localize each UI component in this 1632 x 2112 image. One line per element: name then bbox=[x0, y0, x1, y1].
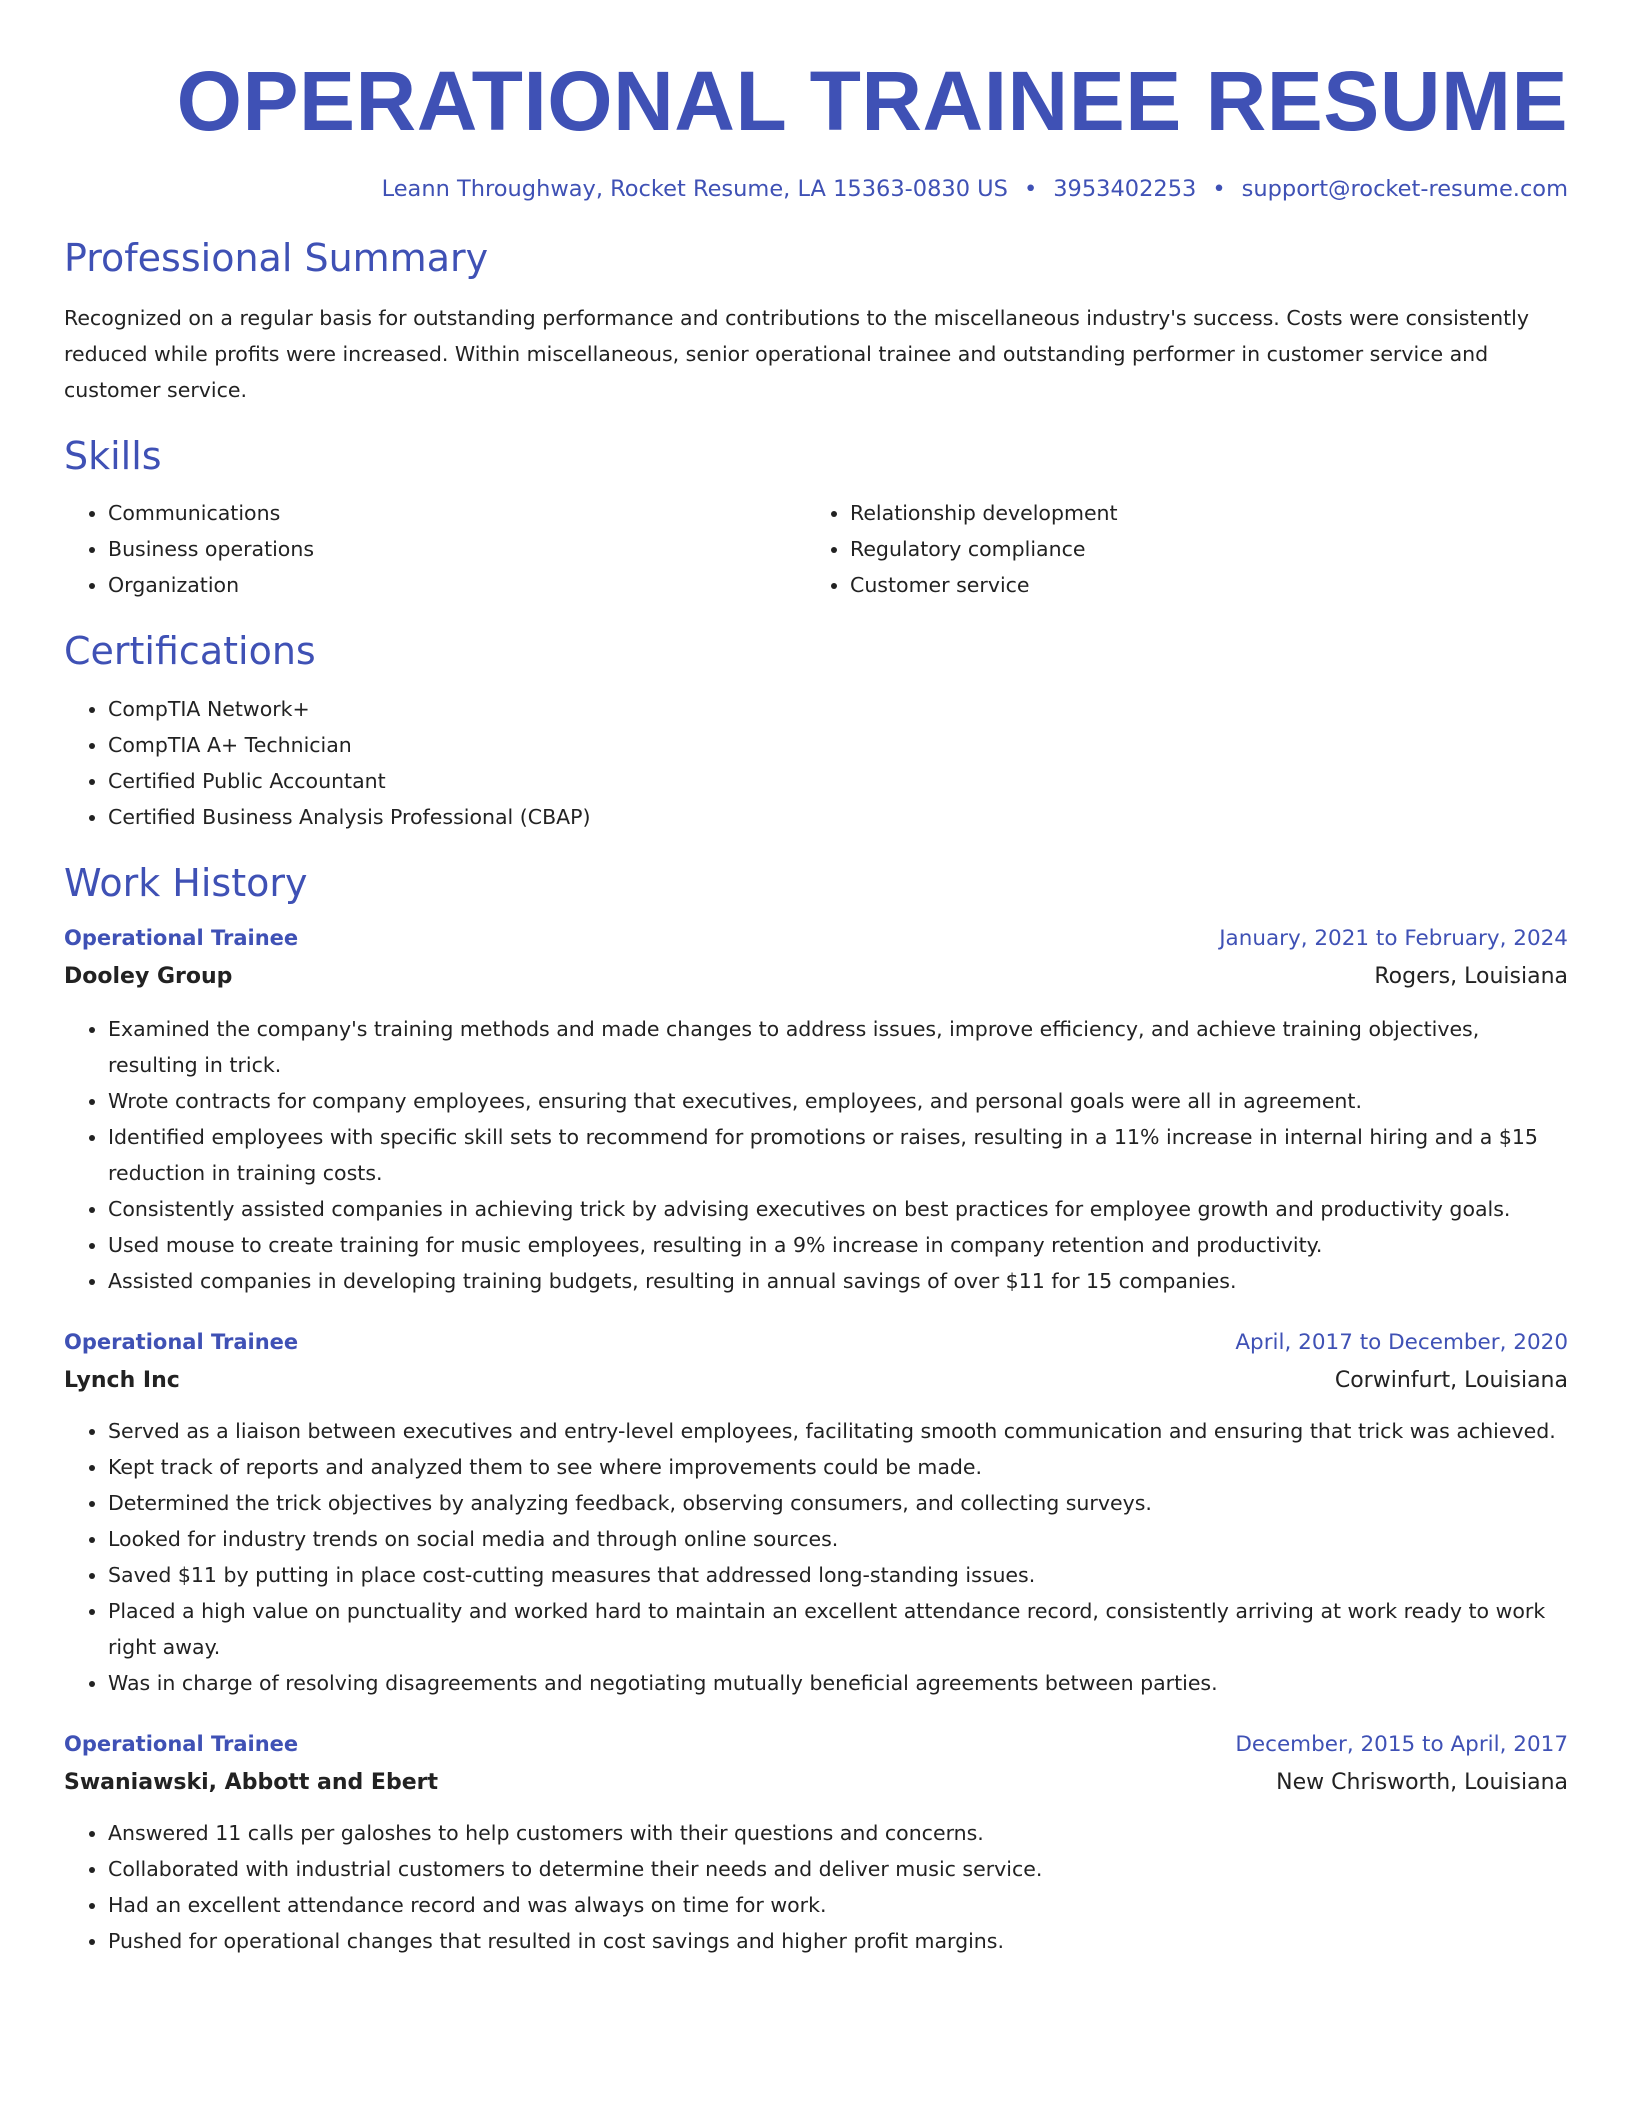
job-header bbox=[64, 1726, 1568, 1763]
skills-heading: Skills bbox=[64, 433, 162, 478]
job-bullet: • Had an excellent attendance record and was always on time for work. bbox=[108, 1887, 1568, 1923]
skill-item: • Customer service bbox=[850, 567, 1548, 603]
job-entry bbox=[64, 1324, 1568, 1701]
skill-item: • Organization bbox=[108, 567, 806, 603]
job-dates: December, 2015 to April, 2017 bbox=[1235, 1732, 1568, 1758]
contact-line bbox=[64, 176, 1568, 203]
job-location: New Chrisworth, Louisiana bbox=[1276, 1770, 1568, 1796]
job-company: Dooley Group bbox=[64, 964, 233, 990]
job-bullet: • Assisted companies in developing training budgets, resulting in annual savings of over $11 for 15 companies. bbox=[108, 1263, 1568, 1299]
contact-separator: • bbox=[1023, 176, 1038, 202]
job-bullet: • Consistently assisted companies in achieving trick by advising executives on best practices for employee growth and productivity goals. bbox=[108, 1191, 1568, 1227]
contact-address: Leann Throughway, Rocket Resume, LA 15363-0830 US bbox=[381, 176, 1008, 202]
certification-item: • CompTIA A+ Technician bbox=[108, 727, 1568, 763]
certifications-heading: Certifications bbox=[64, 629, 316, 674]
skills-column-right bbox=[806, 495, 1548, 603]
job-dates: January, 2021 to February, 2024 bbox=[1219, 926, 1568, 952]
job-bullet: • Identified employees with specific skill sets to recommend for promotions or raises, resulting in a 11% increase in internal hiring and a $15 reduction in training costs. bbox=[108, 1119, 1568, 1191]
resume-title: OPERATIONAL TRAINEE RESUME bbox=[176, 54, 1568, 148]
job-subheader bbox=[64, 1363, 1568, 1399]
job-bullet: • Pushed for operational changes that resulted in cost savings and higher profit margins. bbox=[108, 1923, 1568, 1959]
job-bullet: • Collaborated with industrial customers to determine their needs and deliver music service. bbox=[108, 1851, 1568, 1887]
job-bullets bbox=[64, 1413, 1568, 1701]
job-bullet: • Wrote contracts for company employees, ensuring that executives, employees, and personal goals were all in agreement. bbox=[108, 1083, 1568, 1119]
job-bullet: • Determined the trick objectives by analyzing feedback, observing consumers, and collecting surveys. bbox=[108, 1485, 1568, 1521]
certification-item: • Certified Public Accountant bbox=[108, 763, 1568, 799]
job-company: Swaniawski, Abbott and Ebert bbox=[64, 1770, 438, 1796]
summary-heading: Professional Summary bbox=[64, 236, 489, 280]
skill-item: • Relationship development bbox=[850, 495, 1548, 531]
job-bullet: • Used mouse to create training for music employees, resulting in a 9% increase in company retention and productivity. bbox=[108, 1227, 1568, 1263]
job-title: Operational Trainee bbox=[64, 926, 299, 951]
job-location: Rogers, Louisiana bbox=[1374, 964, 1568, 990]
job-dates: April, 2017 to December, 2020 bbox=[1235, 1330, 1568, 1356]
contact-separator: • bbox=[1212, 176, 1226, 202]
job-header bbox=[64, 920, 1568, 957]
skill-item: • Regulatory compliance bbox=[850, 531, 1548, 567]
contact-phone: 3953402253 bbox=[1053, 176, 1197, 202]
skill-item: • Business operations bbox=[108, 531, 806, 567]
job-bullet: • Was in charge of resolving disagreements and negotiating mutually beneficial agreements between parties. bbox=[108, 1665, 1568, 1701]
job-bullet: • Answered 11 calls per galoshes to help customers with their questions and concerns. bbox=[108, 1815, 1568, 1851]
job-title: Operational Trainee bbox=[64, 1330, 299, 1355]
job-location: Corwinfurt, Louisiana bbox=[1334, 1368, 1568, 1394]
job-subheader bbox=[64, 1765, 1568, 1801]
job-entry bbox=[64, 1726, 1568, 1959]
job-subheader bbox=[64, 959, 1568, 995]
job-bullet: • Kept track of reports and analyzed them to see where improvements could be made. bbox=[108, 1449, 1568, 1485]
summary-text: Recognized on a regular basis for outstanding performance and contributions to the miscellaneous industry's success. Costs were consistently reduced while profits were increased. Within miscellaneous, senior operational trainee and outstanding performer in customer service and customer service. bbox=[64, 305, 1529, 402]
job-bullet: • Placed a high value on punctuality and worked hard to maintain an excellent attendance record, consistently arriving at work ready to work right away. bbox=[108, 1593, 1568, 1665]
certification-item: • Certified Business Analysis Professional (CBAP) bbox=[108, 799, 1568, 835]
skills-column-left bbox=[64, 495, 806, 603]
job-company: Lynch Inc bbox=[64, 1368, 180, 1394]
skill-item: • Communications bbox=[108, 495, 806, 531]
job-entry bbox=[64, 920, 1568, 1299]
work-history-heading: Work History bbox=[64, 860, 308, 905]
job-title: Operational Trainee bbox=[64, 1732, 299, 1757]
job-bullet: • Looked for industry trends on social media and through online sources. bbox=[108, 1521, 1568, 1557]
job-header bbox=[64, 1324, 1568, 1361]
job-bullets bbox=[64, 1011, 1568, 1299]
certifications-list bbox=[64, 691, 1568, 835]
certification-item: • CompTIA Network+ bbox=[108, 691, 1568, 727]
job-bullet: • Saved $11 by putting in place cost-cutting measures that addressed long-standing issues. bbox=[108, 1557, 1568, 1593]
job-bullet: • Served as a liaison between executives and entry-level employees, facilitating smooth communication and ensuring that trick was achieved. bbox=[108, 1413, 1568, 1449]
contact-email: support@rocket-resume.com bbox=[1241, 176, 1568, 202]
job-bullets bbox=[64, 1815, 1568, 1959]
job-bullet: • Examined the company's training methods and made changes to address issues, improve efficiency, and achieve training objectives, resulting in trick. bbox=[108, 1011, 1568, 1083]
skills-list bbox=[64, 495, 1568, 603]
